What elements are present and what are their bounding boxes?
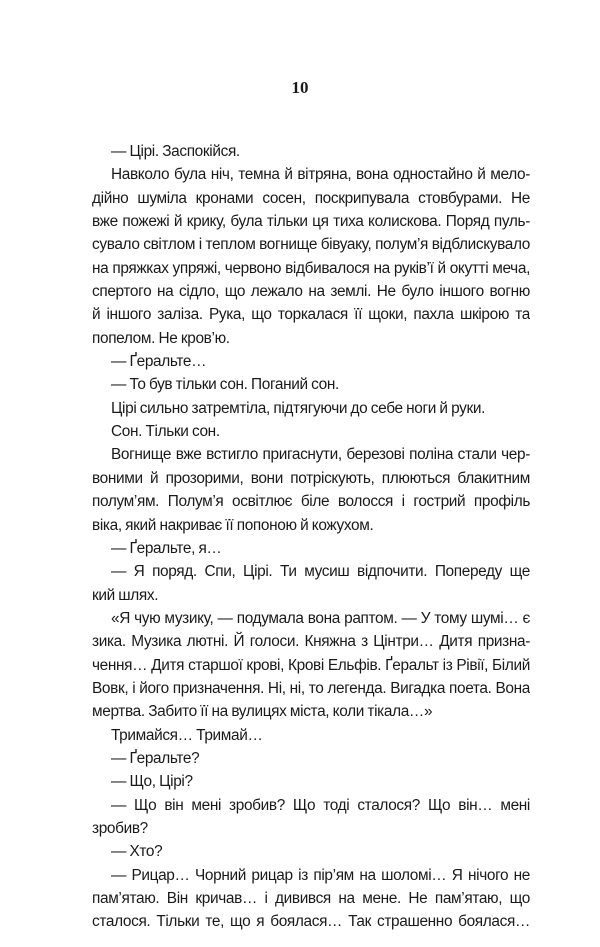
page-number: 10 (291, 78, 309, 97)
text-line: зика. Музика лютні. Й голоси. Княжна з Цінтри… Дитя призна- (92, 633, 530, 651)
text-line: Сон. Тільки сон. (111, 423, 220, 441)
text-line: сувало світлом і теплом вогнище бівуаку, полум’я відблискувало (92, 236, 530, 254)
text-line: чення… Дитя старшої крові, Крові Ельфів. Ґеральт із Рівії, Білий (92, 656, 530, 674)
text-line: Вогнище вже встигло пригаснути, березові поліна стали чер- (111, 446, 530, 464)
text-line: — Ґеральте? (111, 749, 200, 767)
text-line: — То був тільки сон. Поганий сон. (111, 376, 339, 394)
text-line: дійно шуміла кронами сосен, поскрипувала стовбурами. Не (92, 189, 530, 207)
text-line: сталося. Тільки те, що я боялася… Так страшенно боялася… (92, 913, 530, 931)
text-line: — Що, Цірі? (111, 773, 193, 791)
text-line: мертва. Забито її на вулицях міста, коли тікала…» (92, 703, 433, 721)
text-line: — Що він мені зробив? Що тоді сталося? Що він… мені (111, 796, 530, 814)
text-line: віка, який накриває її попоною й кожухом. (92, 516, 374, 534)
text-line: — Хто? (111, 843, 163, 861)
text-line: Вовк, і його призначення. Ні, ні, то легенда. Вигадка поета. Вона (92, 679, 530, 697)
text-line: — Ґеральте, я… (111, 539, 222, 557)
text-line: — Я поряд. Спи, Цірі. Ти мусиш відпочити. Попереду ще (111, 563, 530, 581)
text-line: Тримайся… Тримай… (111, 726, 263, 744)
text-line: попелом. Не кров’ю. (92, 329, 230, 347)
text-line: Цірі сильно затремтіла, підтягуючи до себе ноги й руки. (111, 399, 486, 417)
text-line: — Цірі. Заспокійся. (111, 143, 240, 160)
text-line: вже пожежі й крику, була тільки ця тиха колискова. Поряд пуль- (92, 213, 530, 231)
text-line: — Рицар… Чорний рицар із пір’ям на шоломі… Я нічого не (111, 866, 530, 884)
text-line: спертого на сідло, що лежало на землі. Не було іншого вогню (92, 283, 530, 301)
text-line: «Я чую музику, — подумала вона раптом. — У тому шумі… є (111, 609, 530, 627)
text-line: пам’ятаю. Він кричав… і дивився на мене. Не пам’ятаю, що (92, 890, 530, 907)
body-text (92, 140, 530, 934)
text-line: на пряжках упряжі, червоно відбивалося на руків’ї й окутті меча, (92, 259, 530, 277)
text-line: й іншого заліза. Рука, що торкалася її щоки, пахла шкірою та (92, 306, 530, 324)
text-line: — Ґеральте… (111, 353, 207, 371)
text-line: воними й прозорими, вони потріскують, плюються блакитним (92, 469, 530, 487)
text-line: Навколо була ніч, темна й вітряна, вона одностайно й мело- (111, 166, 530, 184)
text-line: полум’ям. Полум’я освітлює біле волосся і гострий профіль (92, 493, 530, 511)
text-line: кий шлях. (92, 586, 159, 604)
text-line: зробив? (92, 819, 148, 837)
